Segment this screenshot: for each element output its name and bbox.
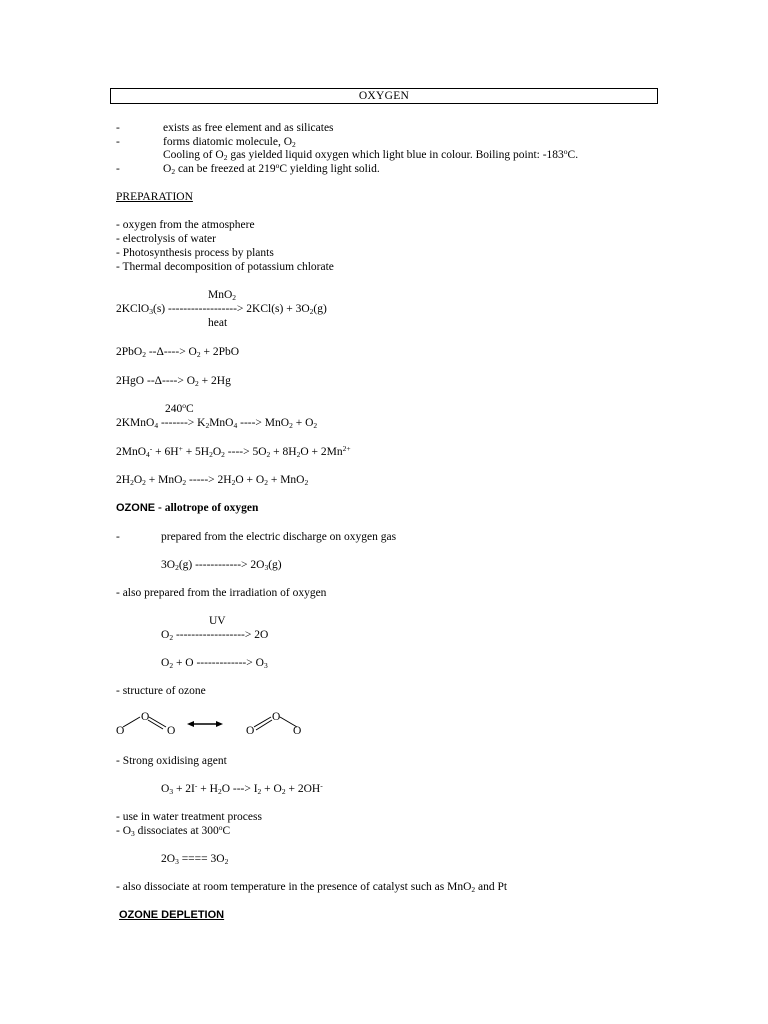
mno4-equation: $2MnO_4^- + 6H^+ + 5H_2O_2$ ----> $5O_2 + 8H_2O + 2Mn^{2+}$	[116, 444, 351, 459]
hgo-equation: 2HgO $--\Delta----> O_2 + 2Hg$	[116, 375, 231, 388]
dissociation-equation: $2O_3$ ==== $3O_2$	[161, 853, 229, 866]
kclo3-catalyst: MnO$_2$	[208, 289, 237, 302]
atom-o-center-2: O	[272, 711, 281, 723]
page-title: OXYGEN	[358, 90, 410, 102]
intro-dash-4: -	[116, 163, 120, 175]
intro-dash-1: -	[116, 122, 120, 134]
catalyst-text: - also dissociate at room temperature in the presence of catalyst such as MnO$_2$ and Pt	[116, 881, 508, 894]
prep-item-2: - electrolysis of water	[116, 233, 216, 245]
irradiation-text: - also prepared from the irradiation of oxygen	[116, 587, 327, 599]
discharge-dash: -	[116, 531, 120, 543]
uv-label: UV	[209, 615, 226, 627]
kclo3-heat: heat	[208, 317, 228, 329]
intro-line-1: exists as free element and as silicates	[163, 122, 334, 134]
atom-o-left-2: O	[246, 725, 255, 737]
discharge-text: prepared from the electric discharge on oxygen gas	[161, 531, 397, 543]
intro-line-2: forms diatomic molecule, $O_2$	[163, 136, 296, 149]
atom-o-center-1: O	[141, 711, 150, 723]
title-box	[110, 88, 658, 104]
ozone-heading: OZONE - allotrope of oxygen	[116, 502, 259, 514]
uv-equation: $O_2$ ------------------> 2O	[161, 629, 269, 642]
intro-line-3: Cooling of $O_2$ gas yielded liquid oxygen which light blue in colour. Boiling point: -183$^o$C.	[163, 147, 579, 162]
kmno4-equation: 2KMnO$_4$ -------> $K_2MnO_4$ ----> $MnO_2 + O_2$	[116, 417, 318, 430]
resonance-arrow	[187, 721, 223, 727]
h2o2-equation: $2H_2O_2 + MnO_2$ -----> $2H_2O + O_2 + MnO_2$	[116, 474, 309, 487]
kclo3-equation: 2KClO$_3$(s) ------------------> $2KCl(s) + 3O_2(g)$	[116, 303, 327, 316]
discharge-equation: $3O_2(g)$ ------------> $2O_3(g)$	[161, 559, 282, 572]
prep-item-3: - Photosynthesis process by plants	[116, 247, 274, 259]
pbo2-equation: 2PbO$_2$ $--\Delta----> O_2 + 2PbO$	[116, 346, 240, 359]
dissociation-text: - $O_3$ dissociates at 300$^o$C	[116, 823, 231, 838]
prep-item-1: - oxygen from the atmosphere	[116, 219, 255, 231]
oxidising-equation: $O_3 + 2I^- + H_2O$ ---> $I_2 + O_2 + 2OH^-$	[161, 781, 323, 796]
preparation-heading: PREPARATION	[116, 191, 193, 203]
prep-item-4: - Thermal decomposition of potassium chlorate	[116, 261, 334, 273]
water-treatment-text: - use in water treatment process	[116, 811, 262, 823]
ozone-formation-equation: $O_2 + O$ -------------> $O_3$	[161, 657, 268, 670]
oxidising-text: - Strong oxidising agent	[116, 755, 227, 767]
structure-text: - structure of ozone	[116, 685, 206, 697]
ozone-depletion-heading: OZONE DEPLETION	[119, 909, 225, 921]
intro-line-4: $O_2$ can be freezed at 219$^o$C yielding light solid.	[163, 161, 380, 176]
atom-o-right-1: O	[167, 725, 176, 737]
kmno4-temperature: 240$^o$C	[165, 401, 194, 415]
atom-o-right-2: O	[293, 725, 302, 737]
atom-o-left-1: O	[116, 725, 125, 737]
intro-dash-2: -	[116, 136, 120, 148]
